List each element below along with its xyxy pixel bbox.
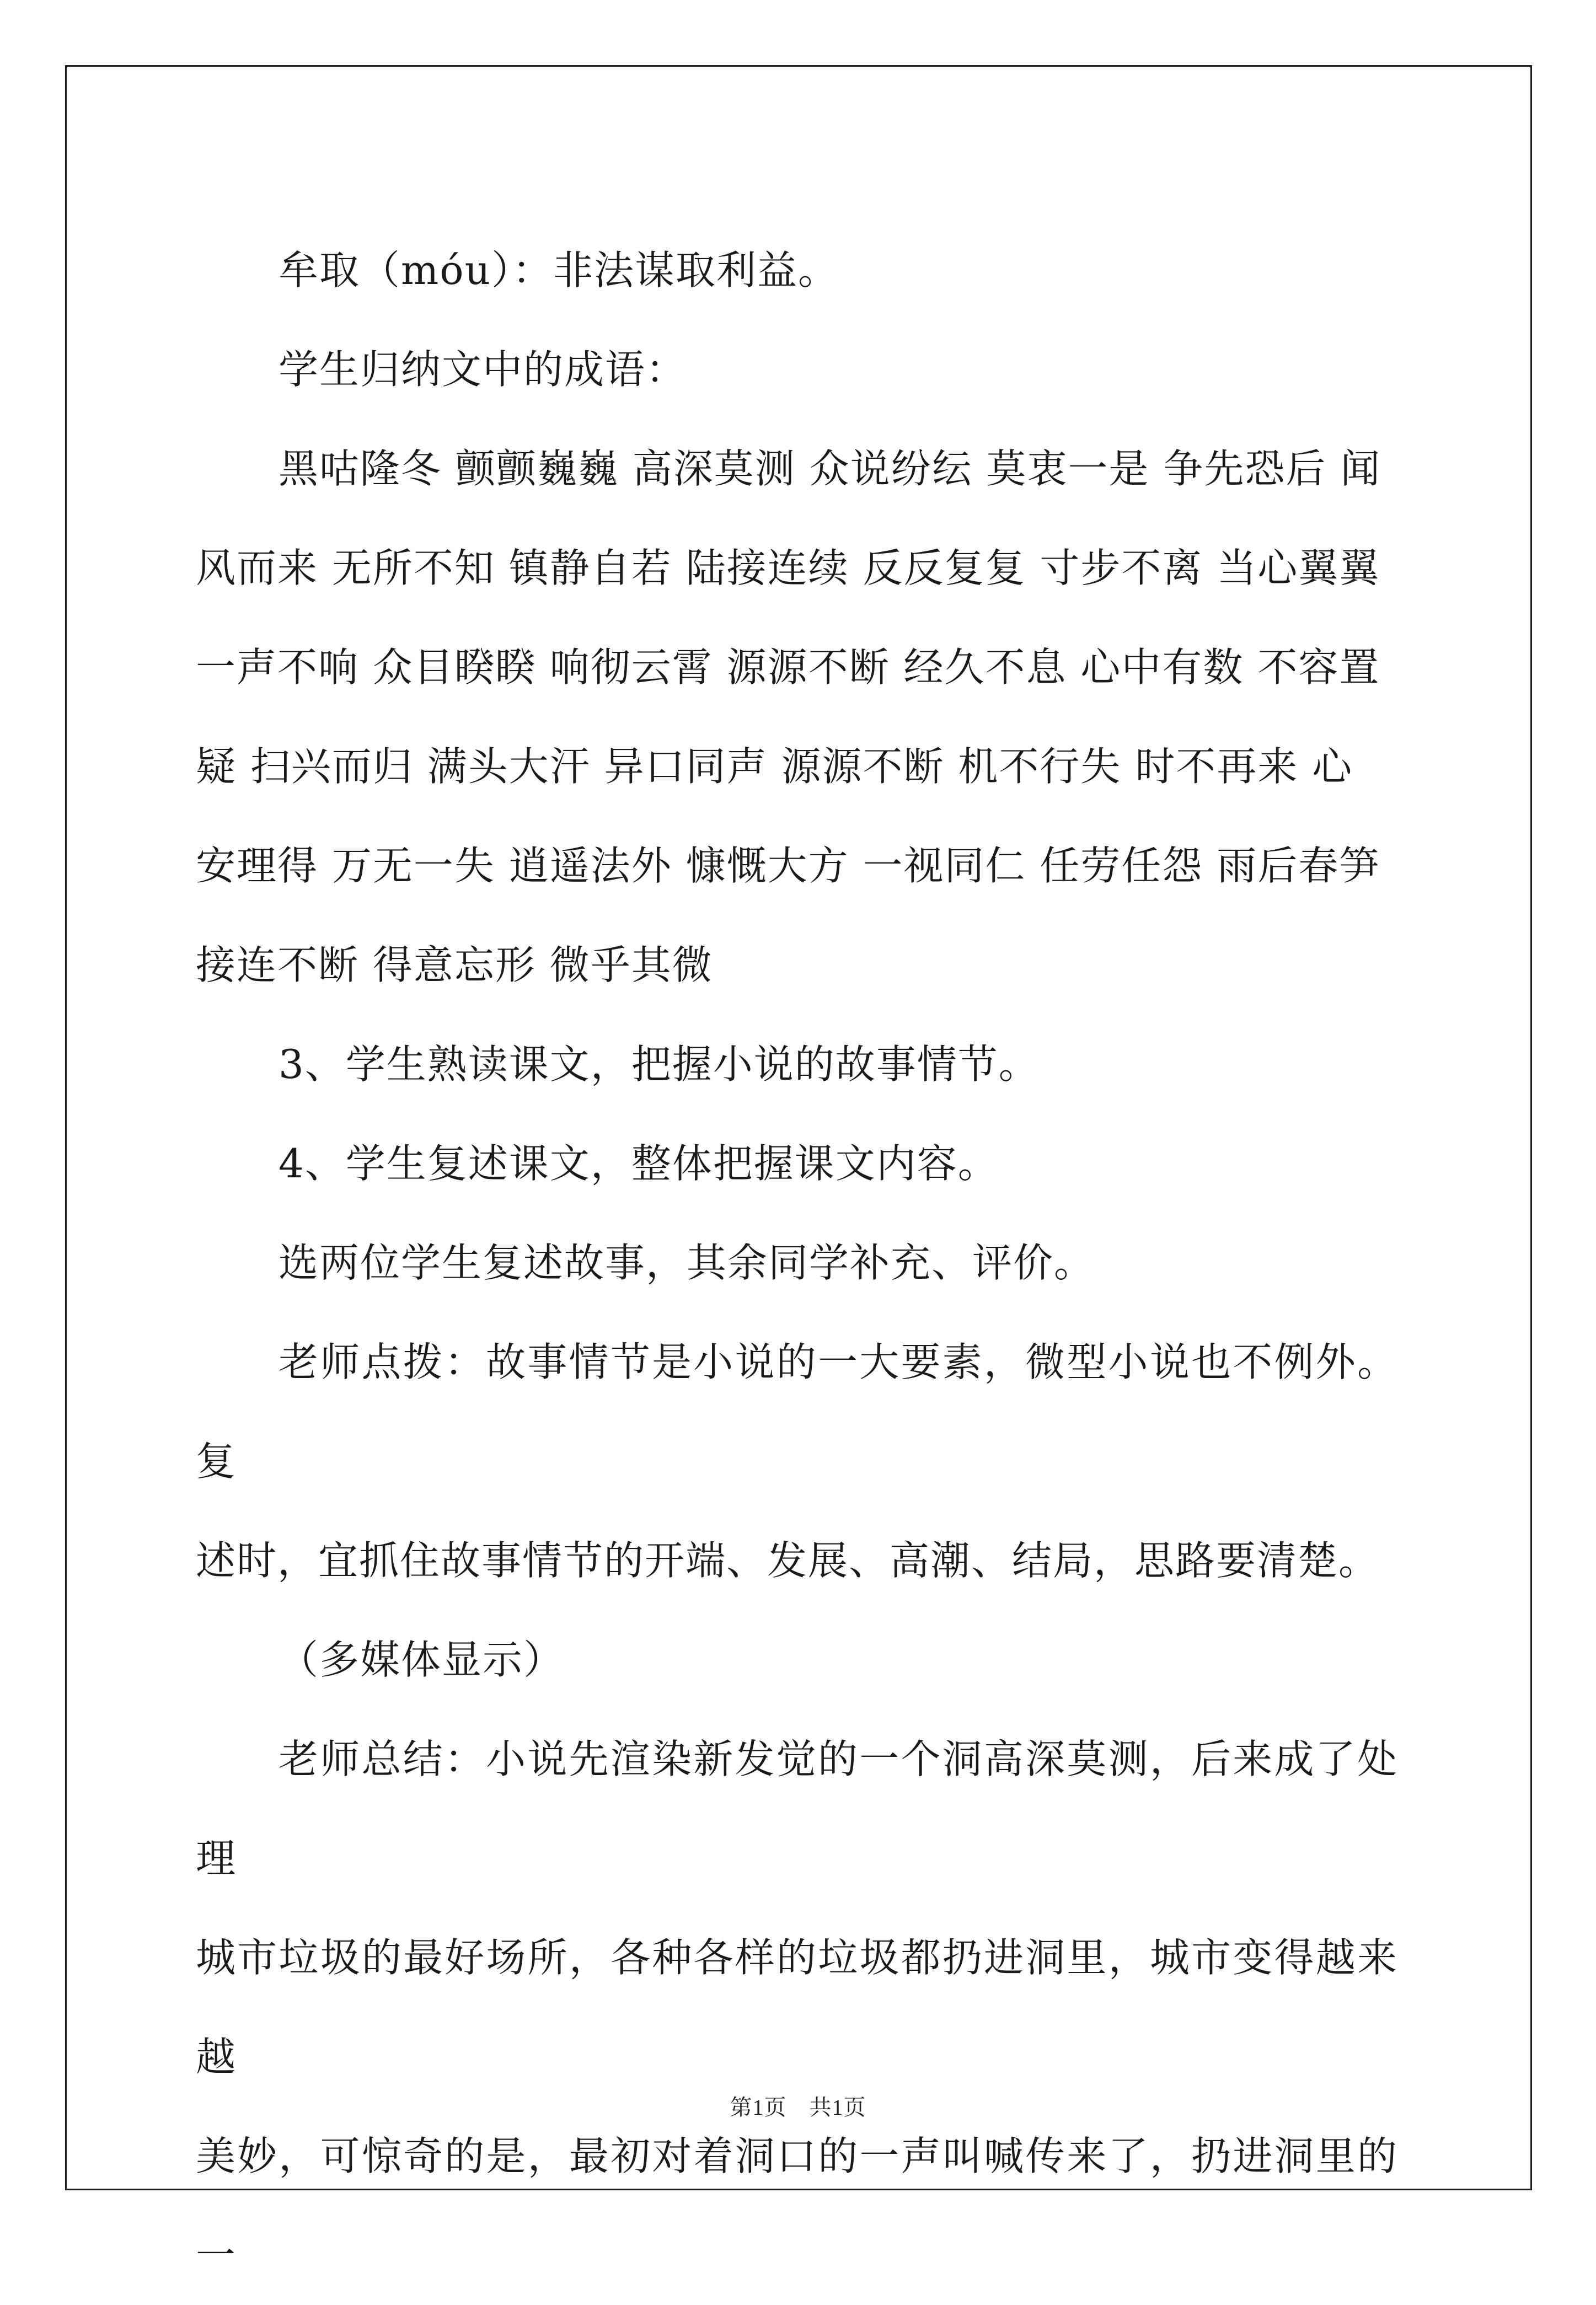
paragraph-retell <box>196 1213 1398 1312</box>
paragraph-teacher-summary <box>196 1709 1398 2305</box>
text-line: 接连不断 得意忘形 微乎其微 <box>196 942 713 988</box>
paragraph-step-4 <box>196 1114 1398 1213</box>
text-line: 4、学生复述课文，整体把握课文内容。 <box>279 1140 999 1187</box>
text-line: 城市垃圾的最好场所，各种各样的垃圾都扔进洞里，城市变得越来越 <box>196 1934 1398 2080</box>
page-number-footer: 第1页 共1页 <box>730 2095 866 2120</box>
text-line: 述时，宜抓住故事情节的开端、发展、高潮、结局，思路要清楚。 <box>196 1537 1380 1584</box>
paragraph-idioms-heading <box>196 320 1398 419</box>
paragraph-idioms-list <box>196 419 1398 1015</box>
text-line: 选两位学生复述故事，其余同学补充、评价。 <box>279 1240 1095 1286</box>
paragraph-definition <box>196 221 1398 320</box>
text-line: 老师总结：小说先渲染新发觉的一个洞高深莫测，后来成了处理 <box>196 1736 1398 1881</box>
text-line: 疑 扫兴而归 满头大汗 异口同声 源源不断 机不行失 时不再来 心 <box>196 743 1353 790</box>
text-line: 老师点拨：故事情节是小说的一大要素，微型小说也不例外。复 <box>196 1339 1398 1484</box>
text-line: 风而来 无所不知 镇静自若 陆接连续 反反复复 寸步不离 当心翼翼 <box>196 545 1380 591</box>
text-line: （多媒体显示） <box>279 1637 565 1683</box>
paragraph-step-3 <box>196 1015 1398 1114</box>
paragraph-teacher-guidance <box>196 1312 1398 1610</box>
document-body <box>196 221 1398 2305</box>
text-line: 安理得 万无一失 逍遥法外 慷慨大方 一视同仁 任劳任怨 雨后春笋 <box>196 843 1380 889</box>
text-line: 学生归纳文中的成语： <box>279 346 687 393</box>
text-line: 美妙，可惊奇的是，最初对着洞口的一声叫喊传来了，扔进洞里的一 <box>196 2133 1398 2279</box>
paragraph-multimedia <box>196 1610 1398 1709</box>
text-line: 3、学生熟读课文，把握小说的故事情节。 <box>279 1041 1040 1087</box>
text-line: 一声不响 众目睽睽 响彻云霄 源源不断 经久不息 心中有数 不容置 <box>196 644 1380 690</box>
text-line: 牟取（móu）：非法谋取利益。 <box>279 247 839 293</box>
text-line: 黑咕隆冬 颤颤巍巍 高深莫测 众说纷纭 莫衷一是 争先恐后 闻 <box>279 446 1381 492</box>
